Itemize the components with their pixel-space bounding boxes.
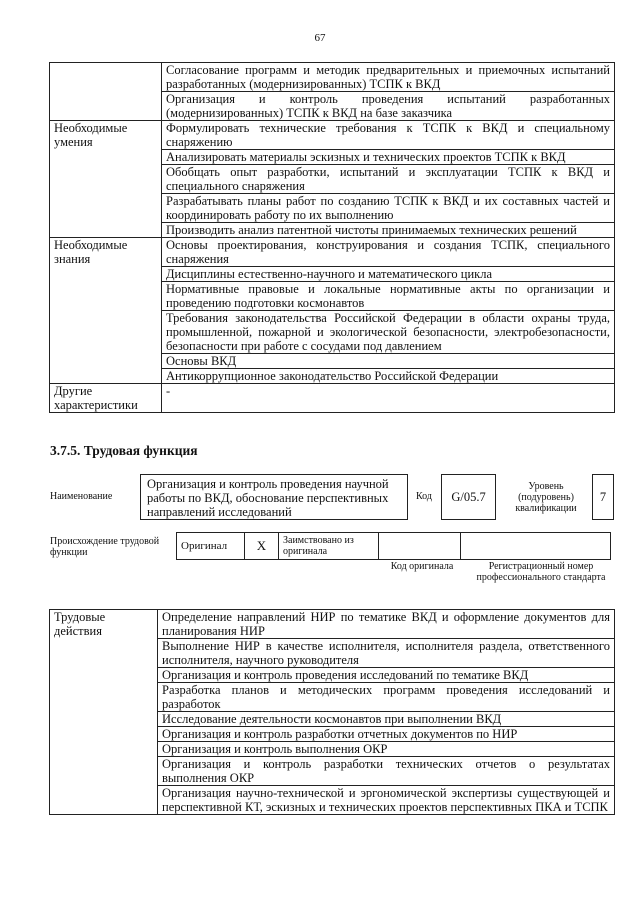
original-cell: Оригинал: [177, 533, 245, 560]
table-cell: Исследование деятельности космонавтов при выполнении ВКД: [158, 712, 615, 727]
table-row: [50, 384, 615, 413]
table-cell: Нормативные правовые и локальные нормативные акты по организации и проведению подготовки космонавтов: [162, 282, 615, 311]
origin-table: [176, 532, 611, 560]
category-cell-knowledge: Необходимые знания: [50, 238, 162, 384]
table-cell: Анализировать материалы эскизных и технических проектов ТСПК к ВКД: [162, 150, 615, 165]
registration-number-cell: [461, 533, 611, 560]
name-label: Наименование: [50, 491, 113, 502]
page-number: 67: [314, 32, 326, 44]
table-row: [50, 238, 615, 267]
section-heading: 3.7.5. Трудовая функция: [50, 443, 198, 458]
table-cell: Основы ВКД: [162, 354, 615, 369]
code-original-caption: Код оригинала: [390, 561, 454, 572]
table-cell: Организация и контроль разработки отчетных документов по НИР: [158, 727, 615, 742]
table-cell: Организация научно-технической и эргономической экспертизы существующей и перспективной КТ, эскизных и технических проектов перспективных ПКА и ТСПК: [158, 786, 615, 815]
labor-actions-table: [49, 609, 615, 815]
table-row: [50, 63, 615, 92]
table-row: [177, 533, 611, 560]
category-cell-skills: Необходимые умения: [50, 121, 162, 238]
table-cell: Согласование программ и методик предварительных и приемочных испытаний разработанных (модернизированных) ТСПК к ВКД: [162, 63, 615, 92]
table-cell: Разрабатывать планы работ по созданию ТСПК к ВКД и их составных частей и координировать работу по их выполнению: [162, 194, 615, 223]
table-cell: Выполнение НИР в качестве исполнителя, исполнителя раздела, ответственного исполнителя, научного руководителя: [158, 639, 615, 668]
table-cell: Организация и контроль проведения испытаний разработанных (модернизированных) ТСПК к ВКД на базе заказчика: [162, 92, 615, 121]
category-cell-other: Другие характеристики: [50, 384, 162, 413]
table-cell: Разработка планов и методических программ проведения исследований и разработок: [158, 683, 615, 712]
borrowed-cell: Заимствовано из оригинала: [279, 533, 379, 560]
requirements-table: [49, 62, 615, 413]
table-cell: Формулировать технические требования к ТСПК к ВКД и специальному снаряжению: [162, 121, 615, 150]
function-name-box: Организация и контроль проведения научной работы по ВКД, обоснование перспективных направлений исследований: [140, 474, 408, 520]
code-label: Код: [416, 491, 432, 502]
level-box: 7: [592, 474, 614, 520]
level-label: Уровень (подуровень) квалификации: [515, 481, 577, 514]
table-cell: Дисциплины естественно-научного и математического цикла: [162, 267, 615, 282]
original-mark: X: [245, 533, 279, 560]
table-cell: Антикоррупционное законодательство Российской Федерации: [162, 369, 615, 384]
table-cell: -: [162, 384, 615, 413]
table-cell: Организация и контроль разработки технических отчетов о результатах выполнения ОКР: [158, 757, 615, 786]
table-cell: Организация и контроль проведения исследований по тематике ВКД: [158, 668, 615, 683]
table-cell: Обобщать опыт разработки, испытаний и эксплуатации ТСПК к ВКД и специального снаряжения: [162, 165, 615, 194]
table-row: [50, 610, 615, 639]
table-cell: Определение направлений НИР по тематике ВКД и оформление документов для планирования НИР: [158, 610, 615, 639]
table-cell: Основы проектирования, конструирования и создания ТСПК, специального снаряжения: [162, 238, 615, 267]
table-cell: Производить анализ патентной чистоты принимаемых технических решений: [162, 223, 615, 238]
registration-number-caption: Регистрационный номер профессионального стандарта: [476, 561, 606, 583]
category-cell: [50, 63, 162, 121]
table-row: [50, 121, 615, 150]
function-code-box: G/05.7: [441, 474, 496, 520]
origin-label: Происхождение трудовой функции: [50, 536, 160, 558]
category-cell-actions: Трудовые действия: [50, 610, 158, 815]
table-cell: Требования законодательства Российской Федерации в области охраны труда, промышленной, пожарной и экологической безопасности, электробезопасности, безопасности при работе с сосудами под давлением: [162, 311, 615, 354]
original-code-cell: [379, 533, 461, 560]
table-cell: Организация и контроль выполнения ОКР: [158, 742, 615, 757]
